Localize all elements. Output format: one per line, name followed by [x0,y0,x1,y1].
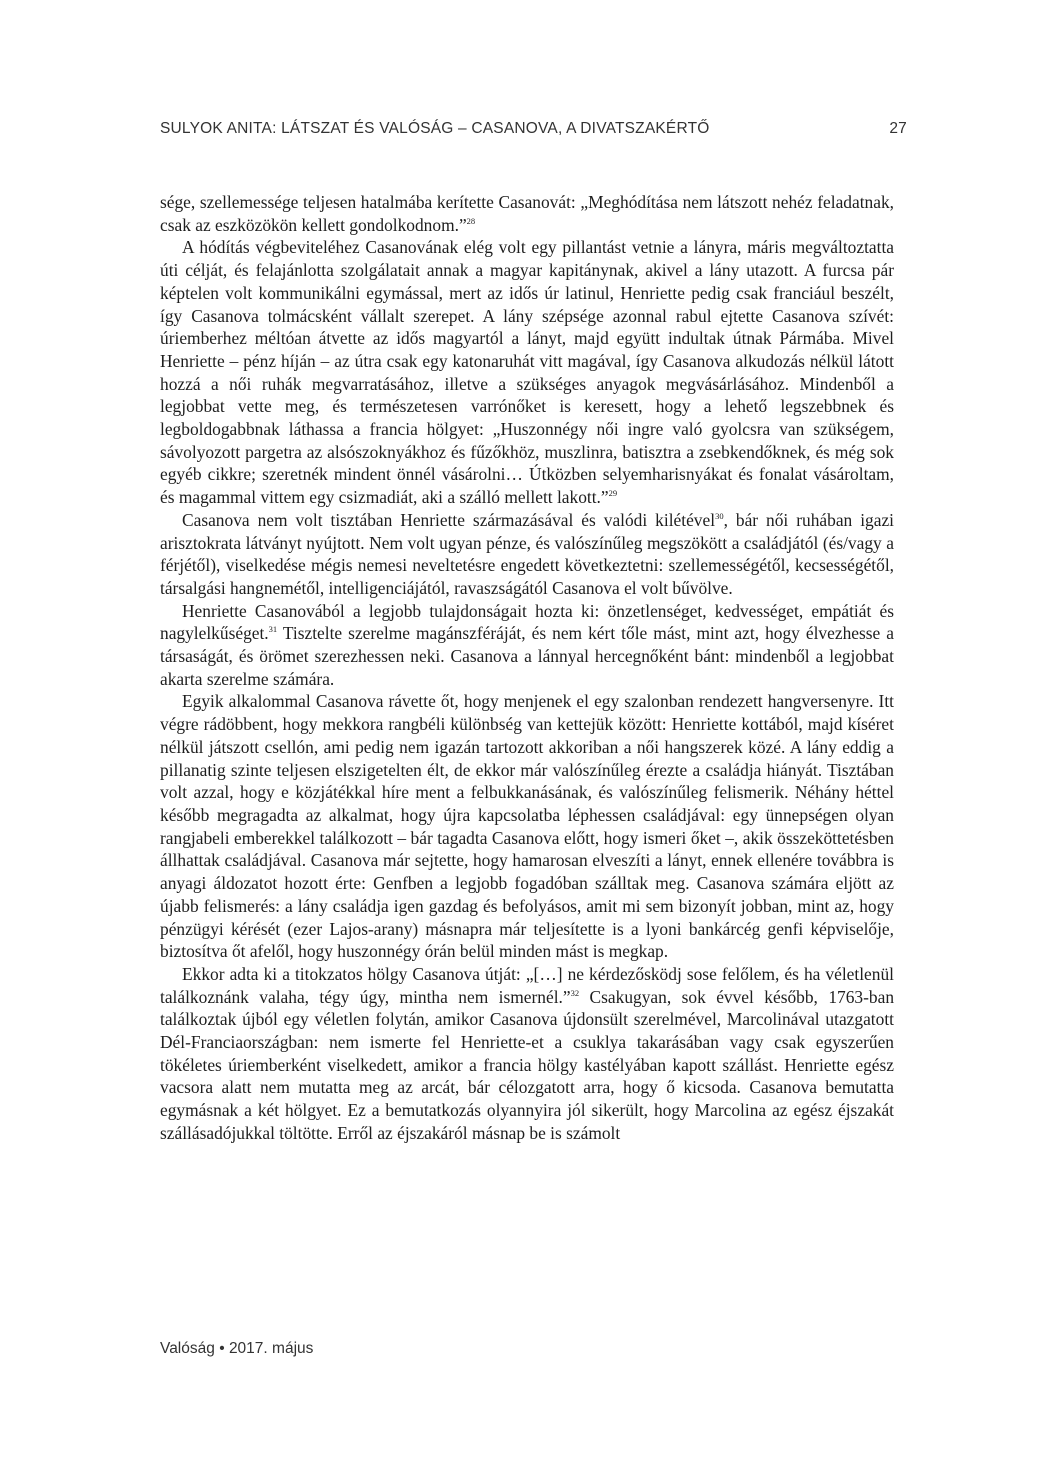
footnote-ref: 30 [715,510,724,521]
journal-issue: 2017. május [228,1340,314,1357]
footnote-ref: 29 [608,488,618,499]
footnote-ref: 32 [570,987,580,998]
paragraph-text: Egyik alkalommal Casanova rávette őt, hogy menjenek el egy szalonban rendezett hangversenyre. Itt végre rádöbbent, hogy mekkora rangbéli különbség van kettejük között: Henriette kottából, majd kíséret nélkül játszott csellón, ami pedig nem igazán tartozott akkoriban a női hangszerek közé. A lány eddig a pillanatig szinte teljesen elszigetelten élt, de ekkor már valószínűleg érezte a családja hiányát. Tisztában volt azzal, hogy e közjátékkal híre ment a felbukkanásának, és valószínűleg felismerik. Néhány héttel később megragadta az alkalmat, hogy újra kapcsolatba léphessen családjával: egy ünnepségen olyan rangjabeli emberekkel találkozott – bár tagadta Casanova előtt, hogy ismeri őket –, akik összeköttetésben állhattak családjával. Casanova már sejtette, hogy hamarosan elveszíti a lányt, ennek ellenére továbbra is anyagi áldozatot hozott érte: Genfben a legjobb fogadóban szálltak meg. Casanova számára eljött az újabb felismerés: a lány családja igen gazdag és befolyásos, amit mi sem bizonyít jobban, mint az, hogy pénzügyi kérését (ezer Lajos-arany) másnapra már teljesítette is a lyoni bankárcég genfi képviselője, biztosítva őt afelől, hogy huszonnégy órán belül minden mást is megkap. [160,691,894,962]
paragraph [160,509,894,600]
paragraph [160,963,894,1145]
paragraph-text: Henriette Casanovából a legjobb tulajdonságait hozta ki: önzetlenséget, kedvességet, empátiát és nagylelkűséget. [160,600,894,644]
paragraph-text: Ekkor adta ki a titokzatos hölgy Casanova útját: „[…] ne kérdezősködj sose felőlem, és ha véletlenül találkoznánk valaha, tégy úgy, mintha nem ismernél.” [160,963,894,1007]
article-body [160,191,894,1145]
paragraph-text: Casanova nem volt tisztában Henriette származásával és valódi kilétével [182,509,716,530]
paragraph-text: A hódítás végbeviteléhez Casanovának elég volt egy pillantást vetnie a lányra, máris megváltoztatta úti célját, és felajánlotta szolgálatait annak a magyar kapitánynak, akivel a lány utazott. A furcsa pár képtelen volt kommunikálni egymással, mert az idős úr latinul, Henriette pedig csak franciául beszélt, így Casanova tolmácsként vállalt szerepet. A lány szépsége azonnal rabul ejtette Casanova szívét: úriemberhez méltóan átvette az idős magyartól a lányt, majd együtt indultak útnak Pármába. Mivel Henriette – pénz híján – az útra csak egy katonaruhát vitt magával, így Casanova alkudozás nélkül látott hozzá a női ruhák megvarratásához, illetve a szükséges anyagok megvásárlásához. Mindenből a legjobbat vette meg, és természetesen varrónőket is keresett, hogy a lehető legszebbnek és legboldogabbnak láthassa a francia hölgyet: „Huszonnégy női ingre való gyolcsra van szükségem, sávolyozott pargetra az alsószoknyákhoz és fűzőkhöz, muszlinra, batisztra a zsebkendőknek, és még sok egyéb cikkre; szeretnék mindent önnél vásárolni… Útközben selyemharisnyákat és fonalat vásároltam, és magammal vittem egy csizmadiát, aki a szálló mellett lakott.” [160,237,894,508]
paragraph [160,690,894,962]
journal-name: Valóság [160,1340,215,1357]
paragraph-text: Tisztelte szerelme magánszféráját, és nem kért tőle mást, mint azt, hogy élvezhesse a társaságát, és örömet szerezhessen neki. Casanova a lánnyal hercegnőként bánt: mindenből a legjobbat akarta szerelme számára. [160,623,894,689]
page-footer [160,1340,313,1358]
paragraph-text: Csakugyan, sok évvel később, 1763-ban találkoztak újból egy véletlen folytán, amikor Casanova újdonsült szerelmével, Marcolinával utazgatott Dél-Franciaországban: nem ismerte fel Henriette-et a csuklya takarásában vagy csak egyszerűen tökéletes úriemberként viselkedett, amikor a francia hölgy kastélyában kapott szállást. Henriette egész vacsora alatt nem mutatta meg az arcát, bár célozgatott arra, hogy ő kicsoda. Casanova bemutatta egymásnak a két hölgyet. Ez a bemutatkozás olyannyira jól sikerült, hogy Marcolina az egész éjszakát szállásadójukkal töltötte. Erről az éjszakáról másnap be is számolt [160,986,895,1143]
running-title: SULYOK ANITA: LÁTSZAT ÉS VALÓSÁG – CASANOVA, A DIVATSZAKÉRTŐ [160,120,710,137]
footnote-ref: 28 [466,215,476,226]
page-number: 27 [889,120,907,137]
running-header [160,120,907,146]
paragraph-text: , bár női ruhában igazi arisztokrata látványt nyújtott. Nem volt ugyan pénze, és valószínűleg megszökött a családjától (és/vagy a férjétől), viselkedése mégis nemesi neveltetésre engedett következtetni: szellemességétől, kecsességétől, társalgási hangnemétől, intelligenciájától, ravaszságától Casanova el volt bűvölve. [160,509,894,598]
paragraph [160,236,894,508]
footer-separator: • [219,1340,225,1357]
paragraph [160,600,894,691]
footnote-ref: 31 [268,624,278,635]
paragraph-text: sége, szellemessége teljesen hatalmába kerítette Casanovát: „Meghódítása nem látszott nehéz feladatnak, csak az eszközökön kellett gondolkodnom.” [160,192,894,235]
paragraph [160,191,894,236]
